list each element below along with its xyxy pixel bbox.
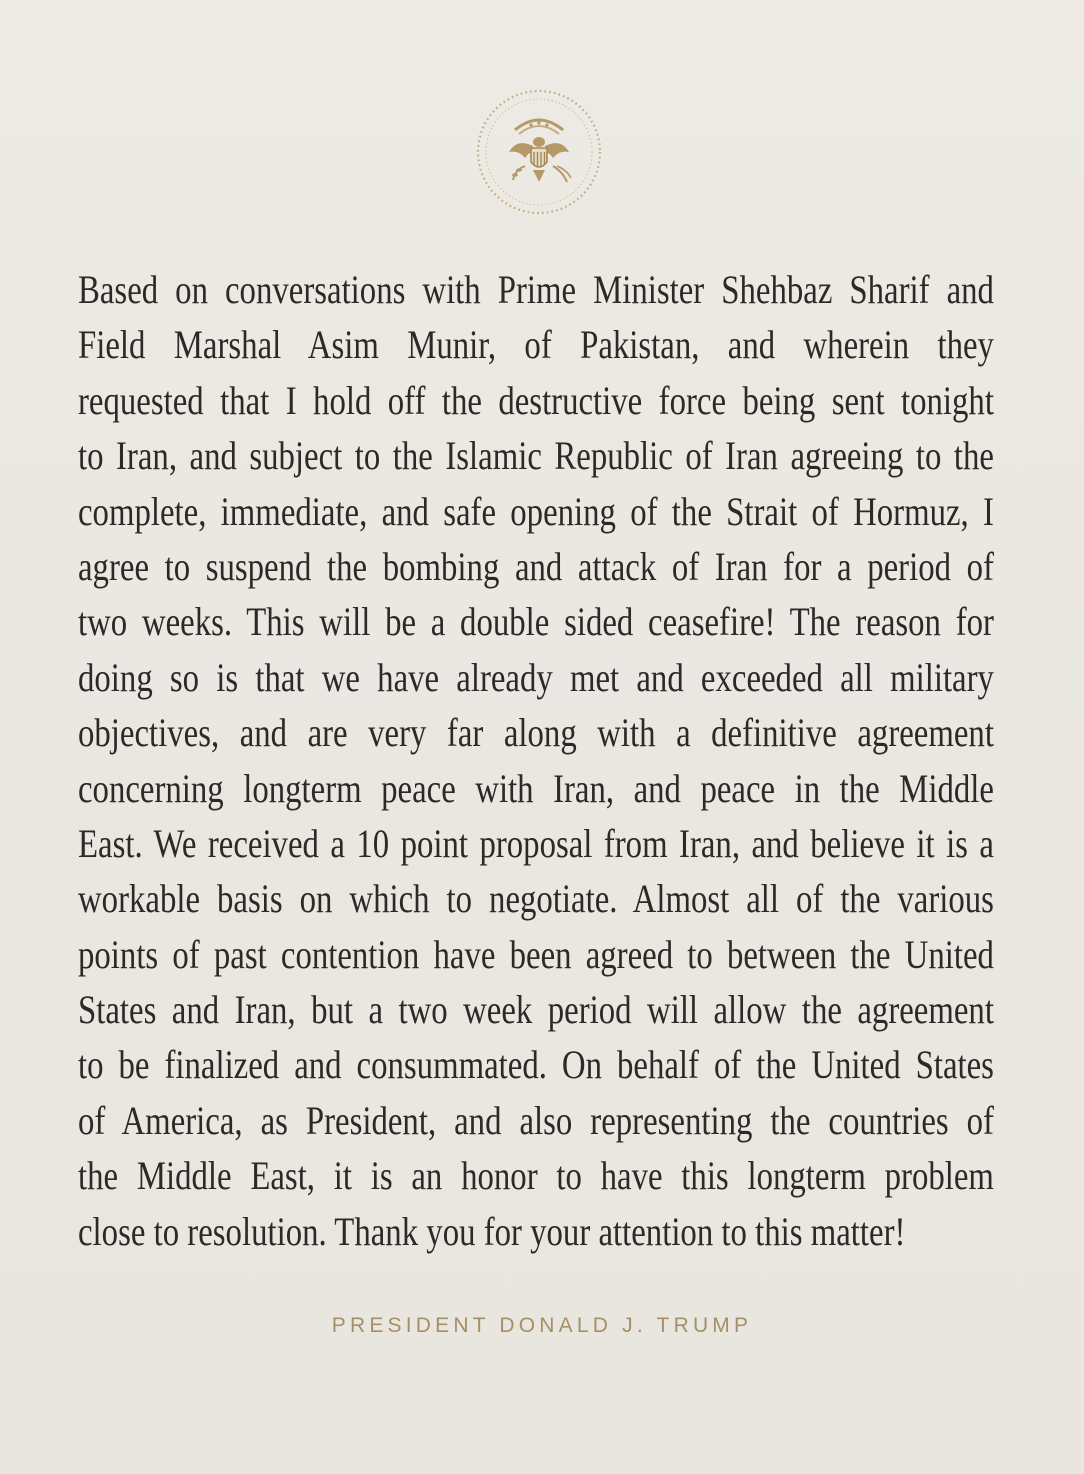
statement-line: complete, immediate, and safe opening of the Strait of Hormuz, I [78, 488, 994, 534]
signature: PRESIDENT DONALD J. TRUMP [331, 1314, 753, 1337]
statement-line: agree to suspend the bombing and attack of Iran for a period of [78, 543, 994, 589]
statement-line: the Middle East, it is an honor to have this longterm problem [78, 1153, 994, 1199]
statement-line: workable basis on which to negotiate. Almost all of the various [78, 876, 994, 922]
presidential-seal-icon [473, 86, 605, 218]
statement-line: States and Iran, but a two week period will allow the agreement [78, 987, 994, 1033]
statement-text [78, 262, 994, 1259]
statement-line: to Iran, and subject to the Islamic Republic of Iran agreeing to the [78, 433, 994, 479]
statement-line: concerning longterm peace with Iran, and peace in the Middle [78, 765, 994, 811]
statement-line: doing so is that we have already met and exceeded all military [78, 654, 994, 700]
statement-line: of America, as President, and also representing the countries of [78, 1097, 994, 1143]
statement-line: Based on conversations with Prime Minister Shehbaz Sharif and [78, 267, 994, 312]
statement-line: close to resolution. Thank you for your attention to this matter! [78, 1208, 906, 1254]
statement-line: to be finalized and consummated. On behalf of the United States [78, 1042, 994, 1088]
statement-line: points of past contention have been agreed to between the United [78, 931, 994, 977]
statement-line: two weeks. This will be a double sided ceasefire! The reason for [78, 599, 994, 645]
statement-line: objectives, and are very far along with a definitive agreement [78, 710, 994, 756]
statement-line: East. We received a 10 point proposal from Iran, and believe it is a [78, 820, 994, 866]
statement-line: Field Marshal Asim Munir, of Pakistan, and wherein they [78, 322, 994, 368]
statement-line: requested that I hold off the destructive force being sent tonight [78, 377, 994, 423]
